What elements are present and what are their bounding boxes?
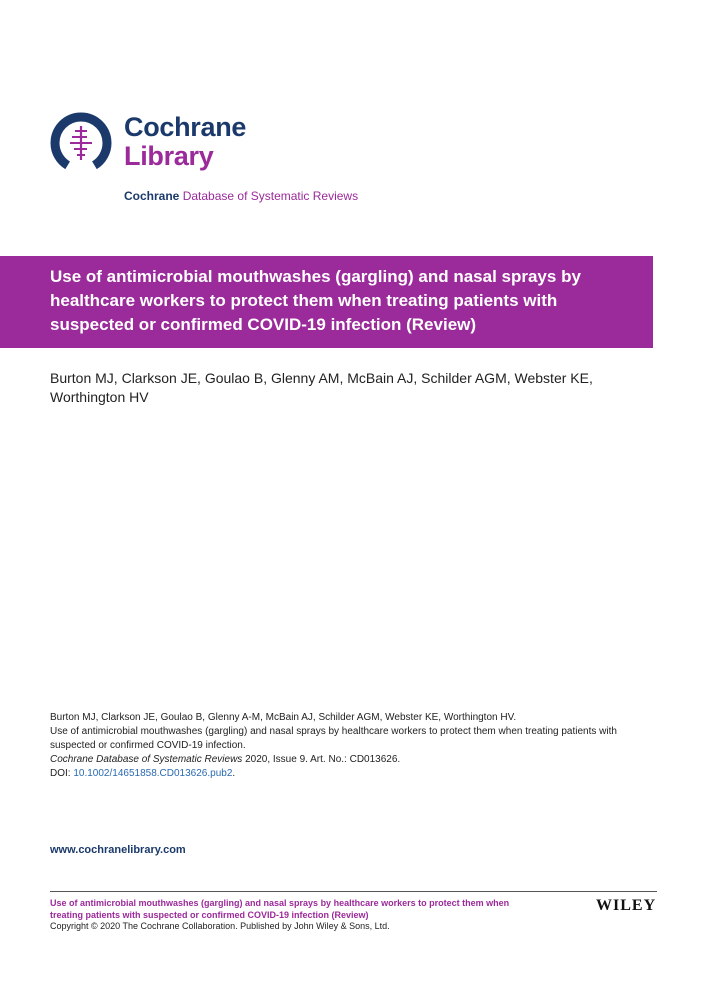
citation-block [50,711,630,781]
copyright-notice: Copyright © 2020 The Cochrane Collaboration. Published by John Wiley & Sons, Ltd. [50,921,390,931]
citation-title: Use of antimicrobial mouthwashes (gargling) and nasal sprays by healthcare workers to protect them when treating patients with suspected or confirmed COVID-19 infection. [50,726,617,751]
brand-line-cochrane: Cochrane [124,112,247,142]
brand-line-library: Library [124,141,214,171]
doi-link[interactable]: 10.1002/14651858.CD013626.pub2 [73,768,233,779]
citation-authors: Burton MJ, Clarkson JE, Goulao B, Glenny A-M, McBain AJ, Schilder AGM, Webster KE, Worthington HV. [50,712,517,723]
footer-divider [50,891,657,892]
author-list: Burton MJ, Clarkson JE, Goulao B, Glenny AM, McBain AJ, Schilder AGM, Webster KE, Worthington HV [50,370,593,405]
brand-wordmark [124,113,246,171]
doi-label: DOI: [50,768,74,779]
citation-doi-line [50,767,630,781]
citation-source [50,753,630,767]
title-banner [0,256,653,348]
footer-title: Use of antimicrobial mouthwashes (gargling) and nasal sprays by healthcare workers to protect them when treating patients with suspected or confirmed COVID-19 infection (Review) [50,898,510,920]
database-name [124,189,358,203]
citation-issue: 2020, Issue 9. Art. No.: CD013626. [242,754,401,765]
database-brand: Cochrane [124,189,180,203]
citation-journal: Cochrane Database of Systematic Reviews [50,754,243,765]
doi-end: . [232,768,236,779]
review-title: Use of antimicrobial mouthwashes (gargling) and nasal sprays by healthcare workers to protect them when treating patients with suspected or confirmed COVID-19 infection (Review) [50,267,581,334]
database-title: Database of Systematic Reviews [179,189,359,203]
wiley-logo: WILEY [596,897,657,914]
cochrane-logo-icon [50,112,112,174]
website-link[interactable]: www.cochranelibrary.com [50,844,186,856]
